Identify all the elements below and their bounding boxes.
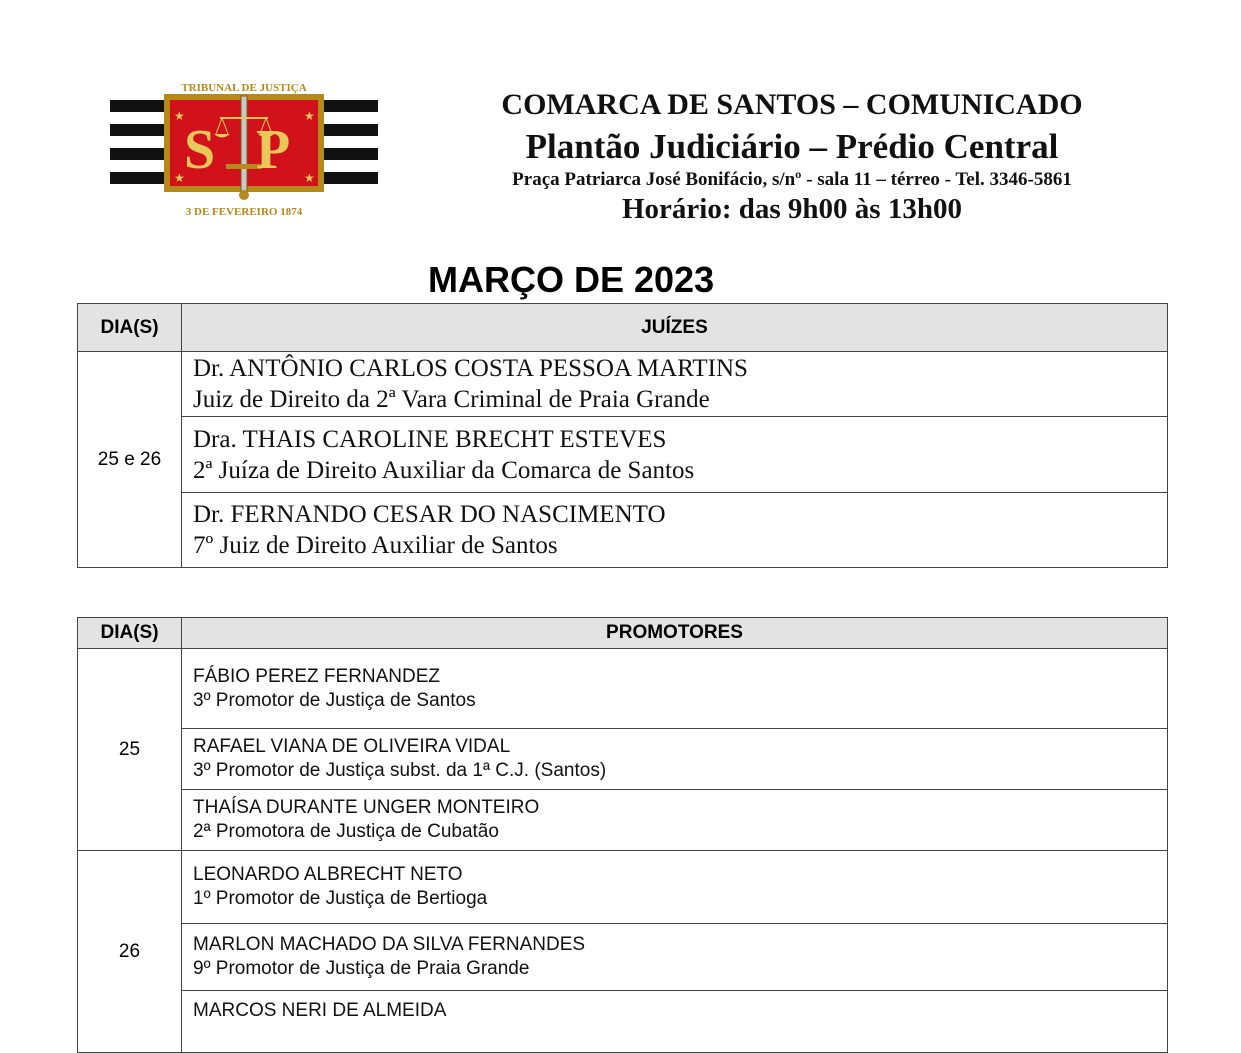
month-title: MARÇO DE 2023	[428, 259, 715, 300]
svg-text:TRIBUNAL DE JUSTIÇA: TRIBUNAL DE JUSTIÇA	[181, 82, 307, 94]
table-row	[78, 790, 1168, 851]
judge-name: Dr. FERNANDO CESAR DO NASCIMENTO	[193, 501, 666, 528]
judges-header-row	[78, 304, 1168, 352]
svg-text:★: ★	[174, 109, 185, 123]
prosecutors-day: 25	[78, 649, 182, 851]
prosecutors-col-main: PROMOTORES	[182, 618, 1168, 649]
prosecutor-entry	[182, 729, 1168, 790]
prosecutor-role: 3º Promotor de Justiça subst. da 1ª C.J. (Santos)	[193, 760, 607, 781]
table-row	[78, 991, 1168, 1053]
prosecutor-entry	[182, 649, 1168, 729]
svg-text:★: ★	[304, 109, 315, 123]
prosecutor-entry	[182, 991, 1168, 1053]
table-row	[78, 729, 1168, 790]
judge-entry	[182, 352, 1168, 417]
judges-table	[77, 303, 1168, 568]
table-row	[78, 851, 1168, 924]
prosecutor-role: 2ª Promotora de Justiça de Cubatão	[193, 821, 499, 842]
judge-role: Juiz de Direito da 2ª Vara Criminal de Praia Grande	[193, 386, 710, 413]
prosecutors-col-day: DIA(S)	[78, 618, 182, 649]
prosecutor-role: 3º Promotor de Justiça de Santos	[193, 689, 476, 711]
prosecutor-role: 1º Promotor de Justiça de Bertioga	[193, 888, 488, 909]
prosecutors-day: 26	[78, 851, 182, 1053]
svg-text:★: ★	[304, 171, 315, 185]
header-address: Praça Patriarca José Bonifácio, s/nº - sala 11 – térreo - Tel. 3346-5861	[512, 169, 1072, 190]
judges-col-main: JUÍZES	[182, 304, 1168, 352]
svg-text:S: S	[184, 119, 216, 181]
prosecutor-entry	[182, 924, 1168, 991]
table-row	[78, 493, 1168, 568]
judge-role: 7º Juiz de Direito Auxiliar de Santos	[193, 532, 558, 559]
prosecutor-name: THAÍSA DURANTE UNGER MONTEIRO	[193, 797, 540, 818]
header-line-2: Plantão Judiciário – Prédio Central	[525, 127, 1059, 166]
header-line-1: COMARCA DE SANTOS – COMUNICADO	[501, 88, 1083, 121]
table-row	[78, 924, 1168, 991]
prosecutor-name: MARLON MACHADO DA SILVA FERNANDES	[193, 934, 586, 955]
prosecutor-name: RAFAEL VIANA DE OLIVEIRA VIDAL	[193, 736, 511, 757]
judges-day: 25 e 26	[78, 352, 182, 568]
prosecutors-header-row	[78, 618, 1168, 649]
judge-name: Dr. ANTÔNIO CARLOS COSTA PESSOA MARTINS	[193, 355, 748, 382]
judge-entry	[182, 493, 1168, 568]
judge-role: 2ª Juíza de Direito Auxiliar da Comarca de Santos	[193, 456, 695, 484]
svg-text:★: ★	[174, 171, 185, 185]
table-row	[78, 352, 1168, 417]
prosecutor-entry	[182, 851, 1168, 924]
tribunal-logo	[108, 78, 380, 220]
prosecutor-role: 9º Promotor de Justiça de Praia Grande	[193, 958, 530, 979]
prosecutor-name: LEONARDO ALBRECHT NETO	[193, 864, 463, 885]
judge-entry	[182, 417, 1168, 493]
judges-col-day: DIA(S)	[78, 304, 182, 352]
prosecutor-name: MARCOS NERI DE ALMEIDA	[193, 1000, 447, 1021]
judge-name: Dra. THAIS CAROLINE BRECHT ESTEVES	[193, 425, 667, 453]
prosecutor-entry	[182, 790, 1168, 851]
header-hours: Horário: das 9h00 às 13h00	[622, 193, 962, 225]
table-row	[78, 649, 1168, 729]
prosecutor-name: FÁBIO PEREZ FERNANDEZ	[193, 665, 441, 687]
table-row	[78, 417, 1168, 493]
prosecutors-table	[77, 617, 1168, 1053]
svg-text:3 DE FEVEREIRO 1874: 3 DE FEVEREIRO 1874	[185, 206, 303, 218]
svg-text:P: P	[256, 119, 291, 181]
